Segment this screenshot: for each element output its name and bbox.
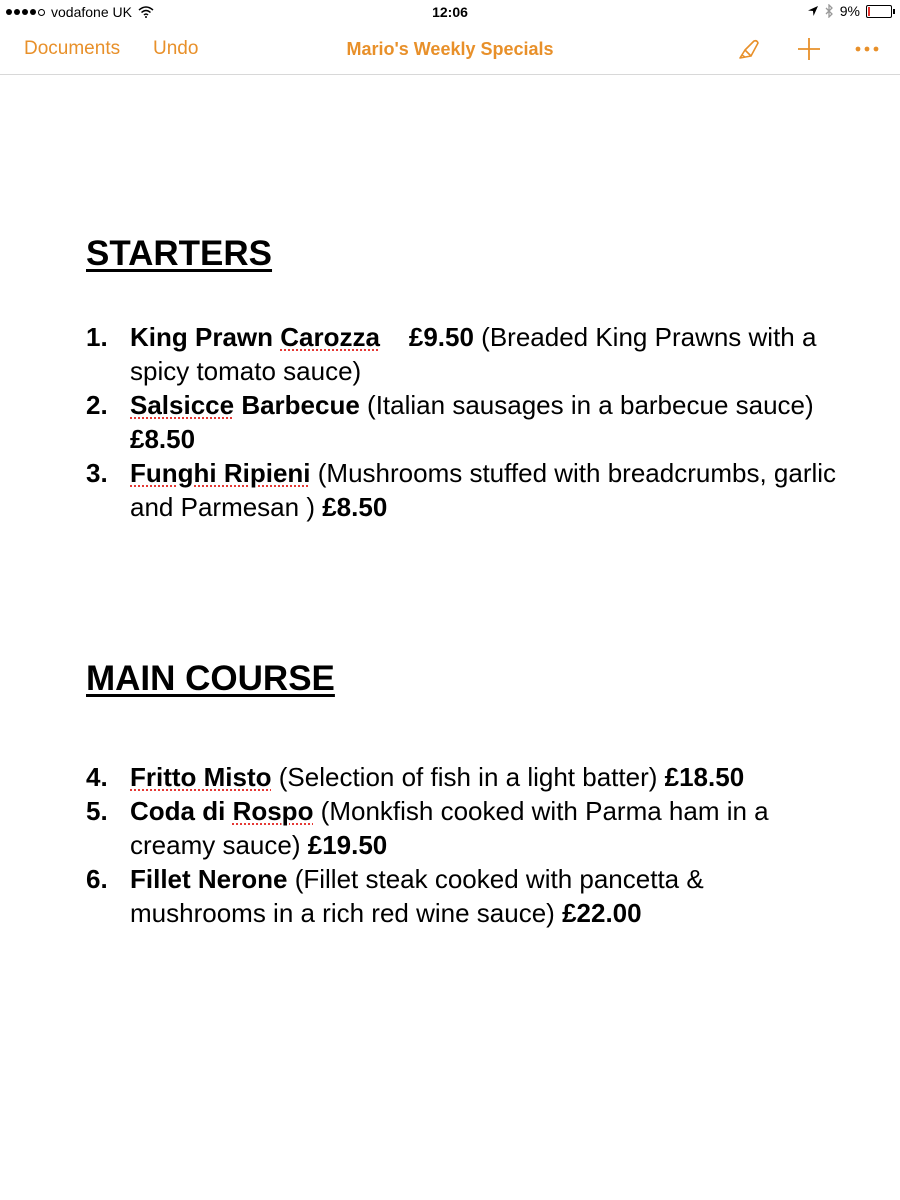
item-description: (Fillet steak cooked with pancetta & mushrooms in a rich red wine sauce)	[130, 864, 711, 928]
more-icon[interactable]	[854, 36, 880, 62]
battery-icon	[866, 5, 892, 18]
item-number: 3.	[86, 458, 108, 488]
main-course-heading: MAIN COURSE	[86, 659, 335, 698]
item-name-misspelled: Rospo	[232, 796, 314, 826]
item-price: £18.50	[664, 762, 745, 792]
item-description: (Breaded King Prawns with a spicy tomato sauce)	[130, 322, 824, 386]
item-description: (Selection of fish in a light batter)	[271, 762, 665, 792]
battery-percent: 9%	[839, 3, 860, 19]
item-price: £22.00	[562, 898, 642, 928]
toolbar	[0, 24, 900, 75]
starters-list	[86, 320, 846, 524]
item-description: (Monkfish cooked with Parma ham in a creamy sauce)	[130, 796, 776, 860]
item-name-misspelled: Funghi Ripieni	[130, 458, 311, 488]
item-number: 2.	[86, 390, 108, 420]
menu-item	[86, 794, 846, 862]
item-price: £19.50	[307, 830, 388, 860]
menu-item	[86, 320, 846, 388]
brush-icon[interactable]	[736, 36, 762, 62]
item-name: King Prawn	[130, 322, 281, 352]
item-name-misspelled: Fritto Misto	[130, 762, 272, 792]
documents-button[interactable]: Documents	[24, 38, 121, 59]
clock: 12:06	[432, 4, 468, 20]
menu-item	[86, 456, 846, 524]
carrier-name: vodafone UK	[51, 4, 132, 20]
item-name: Fillet Nerone	[130, 864, 288, 894]
status-bar	[0, 0, 900, 24]
location-arrow-icon	[807, 5, 819, 17]
status-right-group	[807, 3, 892, 19]
item-name-misspelled: Carozza	[280, 322, 380, 352]
item-name: Coda di	[130, 796, 233, 826]
item-number: 4.	[86, 762, 108, 792]
item-price: £8.50	[130, 424, 196, 454]
plus-icon[interactable]	[796, 36, 822, 62]
item-number: 1.	[86, 322, 108, 352]
item-description: (Mushrooms stuffed with breadcrumbs, garlic and Parmesan )	[130, 458, 844, 522]
document-title: Mario's Weekly Specials	[346, 39, 554, 59]
menu-item	[86, 862, 846, 930]
item-name-suffix	[380, 322, 409, 352]
menu-item	[86, 388, 846, 456]
item-price: £9.50	[408, 322, 474, 352]
item-description: (Italian sausages in a barbecue sauce)	[359, 390, 821, 420]
item-number: 6.	[86, 864, 108, 894]
battery-fill	[868, 7, 870, 16]
menu-item	[86, 760, 846, 794]
starters-heading: STARTERS	[86, 234, 273, 273]
item-name-misspelled: Salsicce	[130, 390, 235, 420]
undo-button[interactable]: Undo	[153, 38, 199, 59]
item-price: £8.50	[322, 492, 388, 522]
item-number: 5.	[86, 796, 108, 826]
main-course-list	[86, 760, 846, 930]
bluetooth-icon	[825, 4, 834, 18]
item-name-suffix: Barbecue	[234, 390, 360, 420]
